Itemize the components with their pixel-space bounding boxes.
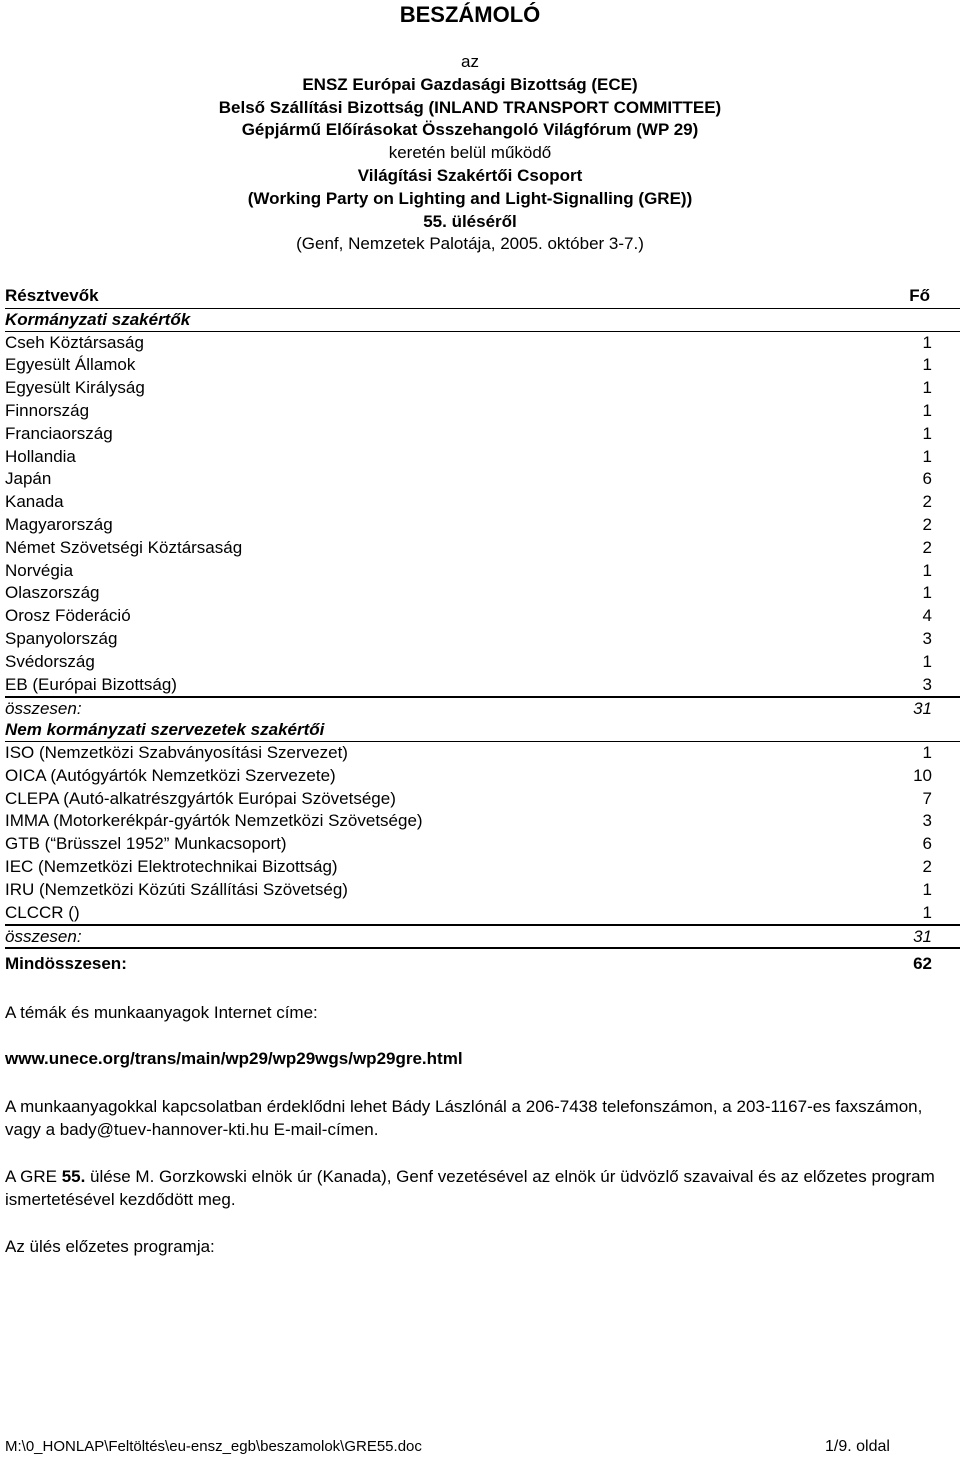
table-row <box>5 468 960 491</box>
participant-name: EB (Európai Bizottság) <box>5 674 177 694</box>
participant-count: 1 <box>922 902 932 922</box>
document-title: BESZÁMOLÓ <box>399 2 541 27</box>
participant-name: Olaszország <box>5 583 100 603</box>
grand-total-value: 62 <box>913 954 932 974</box>
participant-count: 1 <box>922 355 932 375</box>
participant-count: 1 <box>922 879 932 899</box>
section-gov-experts <box>5 309 960 332</box>
document-heading <box>0 51 940 256</box>
participant-name: ISO (Nemzetközi Szabványosítási Szervezet) <box>5 742 348 762</box>
participant-count: 3 <box>922 811 932 831</box>
gov-rows <box>5 332 960 697</box>
table-row <box>5 514 960 537</box>
participant-name: Svédország <box>5 651 95 671</box>
participant-name: Spanyolország <box>5 628 118 648</box>
participant-name: IEC (Nemzetközi Elektrotechnikai Bizottság) <box>5 856 338 876</box>
participant-count: 1 <box>922 332 932 352</box>
program-label: Az ülés előzetes programja: <box>5 1237 215 1256</box>
table-row <box>5 788 960 811</box>
participant-count: 10 <box>913 765 932 785</box>
heading-line-4: Gépjármű Előírásokat Összehangoló Világfórum (WP 29) <box>241 120 699 140</box>
participant-name: Magyarország <box>5 514 113 534</box>
table-row <box>5 400 960 423</box>
participants-table <box>5 285 960 977</box>
participant-name: Norvégia <box>5 560 74 580</box>
participant-count: 3 <box>922 628 932 648</box>
table-row <box>5 810 960 833</box>
participant-count: 2 <box>922 514 932 534</box>
table-row <box>5 537 960 560</box>
table-row <box>5 354 960 377</box>
participant-count: 7 <box>922 788 932 808</box>
participant-count: 1 <box>922 742 932 762</box>
section-label: Kormányzati szakértők <box>5 309 191 329</box>
gre-post: ülése M. Gorzkowski elnök úr (Kanada), Genf vezetésével az elnök úr üdvözlő szavaival és az előzetes program ismertetésével kezdődött meg. <box>5 1167 935 1209</box>
heading-line-3: Belső Szállítási Bizottság (INLAND TRANSPORT COMMITTEE) <box>218 97 722 117</box>
heading-line-8: 55. üléséről <box>423 211 517 231</box>
table-row <box>5 628 960 651</box>
internet-label: A témák és munkaanyagok Internet címe: <box>5 1003 318 1022</box>
ngo-rows <box>5 742 960 924</box>
table-row <box>5 674 960 697</box>
gre-pre: A GRE <box>5 1167 62 1186</box>
participant-count: 1 <box>922 378 932 398</box>
table-row <box>5 902 960 925</box>
participant-name: Cseh Köztársaság <box>5 332 144 352</box>
participant-count: 1 <box>922 651 932 671</box>
participant-count: 1 <box>922 400 932 420</box>
heading-line-7: (Working Party on Lighting and Light-Signalling (GRE)) <box>247 188 693 208</box>
column-count: Fő <box>909 286 930 305</box>
file-path: M:\0_HONLAP\Feltöltés\eu-ensz_egb\beszamolok\GRE55.doc <box>5 1438 422 1455</box>
heading-line-2: ENSZ Európai Gazdasági Bizottság (ECE) <box>302 74 638 94</box>
participant-name: Japán <box>5 469 52 489</box>
participant-count: 4 <box>922 606 932 626</box>
participant-count: 2 <box>922 537 932 557</box>
participant-count: 3 <box>922 674 932 694</box>
table-row <box>5 765 960 788</box>
total-value: 31 <box>913 699 932 719</box>
gre-session-number: 55. <box>61 1167 86 1186</box>
participant-name: IRU (Nemzetközi Közúti Szállítási Szövetség) <box>5 879 348 899</box>
table-row <box>5 560 960 583</box>
table-row <box>5 582 960 605</box>
participant-count: 2 <box>922 492 932 512</box>
heading-line-6: Világítási Szakértői Csoport <box>357 165 583 185</box>
participant-count: 1 <box>922 446 932 466</box>
heading-line-5: keretén belül működő <box>388 143 552 163</box>
table-row <box>5 377 960 400</box>
contact-paragraph: A munkaanyagokkal kapcsolatban érdeklődni lehet Bády Lászlónál a 206-7438 telefonszámon, a 203-1167-es faxszámon, vagy a bady@tuev-hannover-kti.hu E-mail-címen. <box>5 1097 923 1139</box>
table-row <box>5 879 960 902</box>
grand-total-row <box>5 947 960 977</box>
participant-name: CLCCR () <box>5 902 80 922</box>
total-value: 31 <box>913 927 932 947</box>
participant-name: GTB (“Brüsszel 1952” Munkacsoport) <box>5 834 287 854</box>
ngo-total-row <box>5 924 960 947</box>
participant-count: 1 <box>922 423 932 443</box>
url-link[interactable]: www.unece.org/trans/main/wp29/wp29wgs/wp29gre.html <box>5 1049 463 1068</box>
participant-count: 6 <box>922 469 932 489</box>
column-participants: Résztvevők <box>5 286 99 305</box>
table-row <box>5 605 960 628</box>
participant-count: 1 <box>922 583 932 603</box>
participant-count: 2 <box>922 856 932 876</box>
table-row <box>5 446 960 469</box>
participant-name: Német Szövetségi Köztársaság <box>5 537 243 557</box>
participant-name: Egyesült Királyság <box>5 378 145 398</box>
heading-line-9: (Genf, Nemzetek Palotája, 2005. október 3-7.) <box>296 234 644 254</box>
participant-count: 1 <box>922 560 932 580</box>
table-row <box>5 833 960 856</box>
participant-count: 6 <box>922 834 932 854</box>
table-row <box>5 651 960 674</box>
table-header-row <box>5 285 960 309</box>
participant-name: IMMA (Motorkerékpár-gyártók Nemzetközi Szövetsége) <box>5 811 423 831</box>
table-row <box>5 423 960 446</box>
total-label: összesen: <box>5 699 82 719</box>
total-label: összesen: <box>5 927 82 947</box>
section-label: Nem kormányzati szervezetek szakértői <box>5 720 325 740</box>
table-row <box>5 742 960 765</box>
participant-name: CLEPA (Autó-alkatrészgyártók Európai Szövetsége) <box>5 788 396 808</box>
table-row <box>5 856 960 879</box>
participant-name: Finnország <box>5 400 90 420</box>
page-number: 1/9. oldal <box>825 1438 890 1455</box>
participant-name: Kanada <box>5 492 64 512</box>
table-row <box>5 332 960 355</box>
heading-line-1: az <box>461 52 479 71</box>
section-ngo-experts <box>5 719 960 742</box>
table-row <box>5 491 960 514</box>
gre-paragraph <box>5 1165 940 1211</box>
participant-name: Orosz Föderáció <box>5 606 131 626</box>
grand-total-label: Mindösszesen: <box>5 954 127 974</box>
gov-total-row <box>5 696 960 719</box>
participant-name: Hollandia <box>5 446 76 466</box>
participant-name: Franciaország <box>5 423 113 443</box>
participant-name: OICA (Autógyártók Nemzetközi Szervezete) <box>5 765 336 785</box>
participant-name: Egyesült Államok <box>5 355 136 375</box>
